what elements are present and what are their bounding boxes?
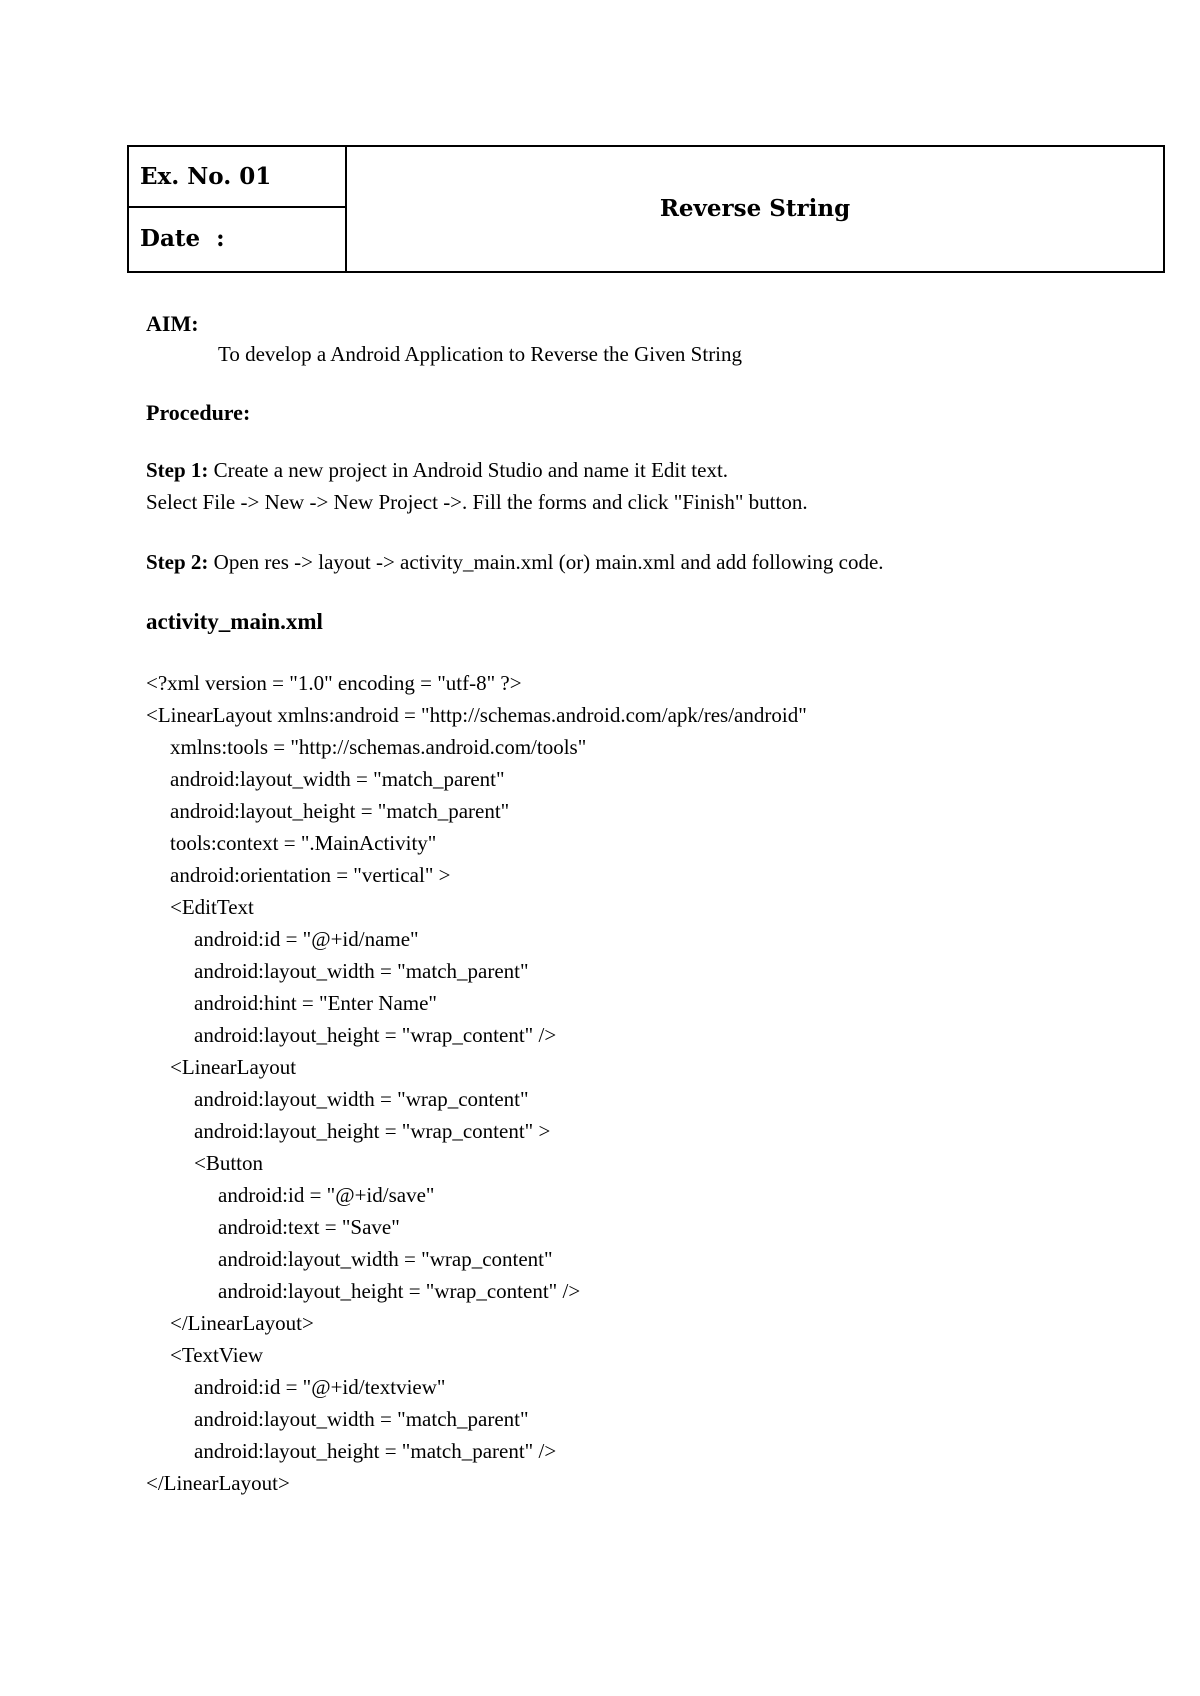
ex-no-label: Ex. No. 01 [140,163,272,190]
code-line: android:layout_width = "match_parent" [194,1407,529,1431]
code-line: android:layout_width = "match_parent" [170,767,505,791]
code-line: <TextView [170,1343,264,1367]
code-line: xmlns:tools = "http://schemas.android.com/tools" [170,735,587,759]
step1-text: Create a new project in Android Studio and name it Edit text. [208,458,729,482]
code-line: android:text = "Save" [218,1215,400,1239]
code-line: android:layout_width = "wrap_content" [194,1087,529,1111]
ex-no-cell [129,147,345,208]
procedure-heading: Procedure: [146,400,251,425]
header-left-column [129,147,347,271]
code-line: android:layout_height = "match_parent" /> [194,1439,557,1463]
experiment-title: Reverse String [659,195,851,222]
step2-label: Step 2: [146,550,209,574]
code-line: android:layout_height = "wrap_content" > [194,1119,551,1143]
code-line: tools:context = ".MainActivity" [170,831,437,855]
code-line: android:layout_height = "wrap_content" /> [218,1279,581,1303]
code-line: <EditText [170,895,254,919]
aim-text: To develop a Android Application to Reverse the Given String [218,342,743,366]
aim-heading: AIM: [146,311,199,336]
code-line: android:layout_width = "match_parent" [194,959,529,983]
code-line: <LinearLayout [170,1055,297,1079]
code-line: android:layout_height = "wrap_content" /> [194,1023,557,1047]
header-table [127,145,1165,273]
code-line: android:id = "@+id/save" [218,1183,435,1207]
code-line: <?xml version = "1.0" encoding = "utf-8" ?> [146,671,522,695]
code-filename: activity_main.xml [146,609,323,634]
step1-line [146,460,728,481]
step1-line2: Select File -> New -> New Project ->. Fill the forms and click "Finish" button. [146,490,808,514]
step1-label: Step 1: [146,458,209,482]
code-line: android:layout_width = "wrap_content" [218,1247,553,1271]
step2-text: Open res -> layout -> activity_main.xml (or) main.xml and add following code. [208,550,884,574]
code-line: </LinearLayout> [170,1311,314,1335]
date-label: Date : [140,225,225,252]
date-cell [129,208,345,271]
code-line: android:layout_height = "match_parent" [170,799,510,823]
step2-line [146,552,884,573]
code-line: android:id = "@+id/name" [194,927,419,951]
code-line: android:orientation = "vertical" > [170,863,451,887]
code-line: android:id = "@+id/textview" [194,1375,446,1399]
code-line: </LinearLayout> [146,1471,290,1495]
code-line: <Button [194,1151,264,1175]
code-line: android:hint = "Enter Name" [194,991,438,1015]
code-line: <LinearLayout xmlns:android = "http://schemas.android.com/apk/res/android" [146,703,807,727]
